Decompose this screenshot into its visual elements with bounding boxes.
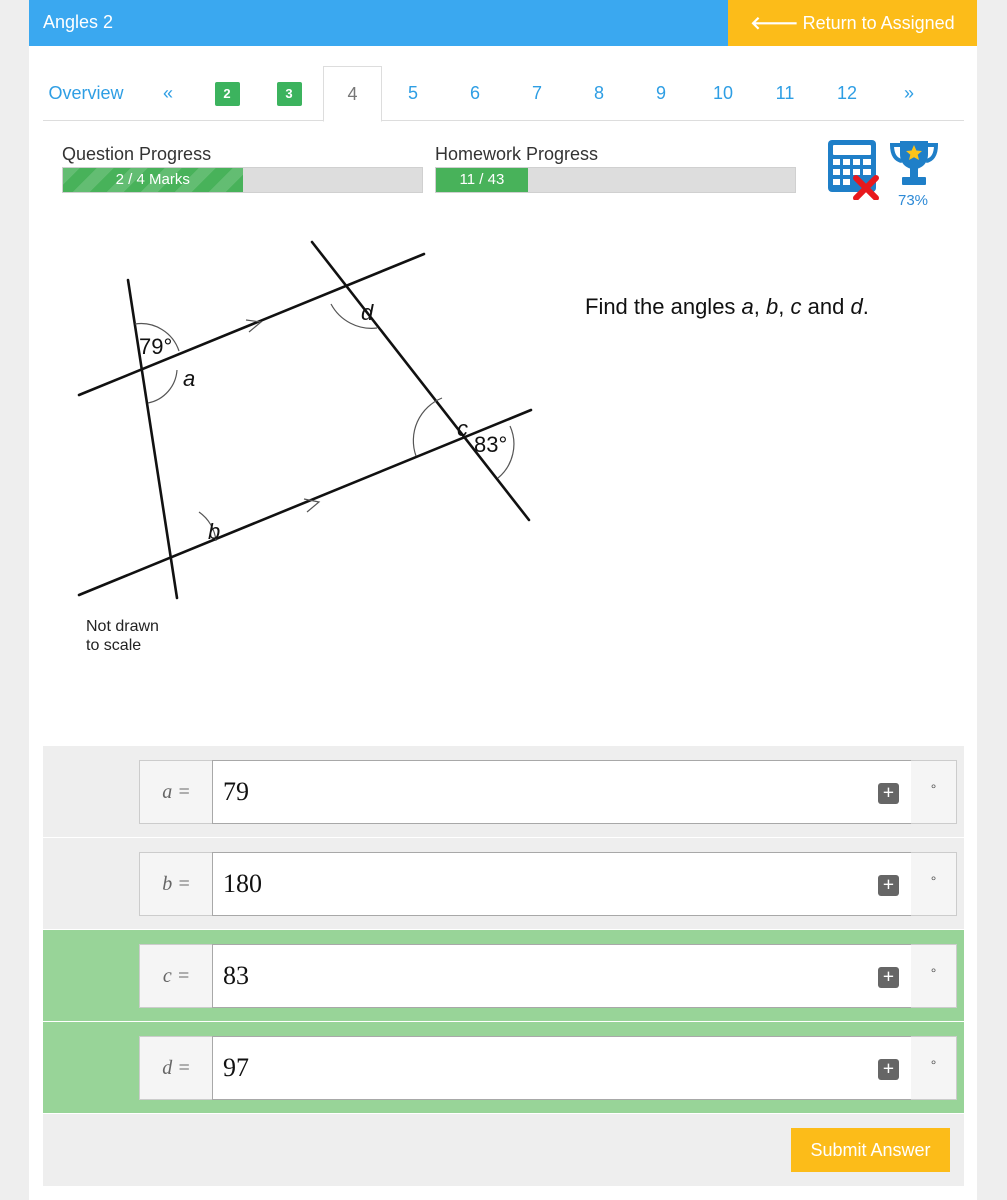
- question-end: .: [862, 294, 869, 319]
- tab-question-3[interactable]: [273, 66, 305, 121]
- note-line-1: Not drawn: [86, 618, 159, 635]
- answer-label-c: c =: [139, 944, 213, 1008]
- question-tabs: [43, 66, 964, 121]
- tab-question-6[interactable]: 6: [469, 83, 480, 103]
- tab-question-12[interactable]: 12: [836, 83, 858, 103]
- page-title: Angles 2: [43, 12, 114, 32]
- answer-value-a: 79: [223, 777, 249, 806]
- question-var-c: c: [790, 294, 802, 319]
- tab-question-2[interactable]: [211, 66, 243, 121]
- plus-icon[interactable]: +: [878, 875, 899, 896]
- angle-arc-a: [148, 370, 177, 403]
- question-progress-label: Question Progress: [62, 144, 212, 164]
- homework-progress-fill: 11 / 43: [436, 168, 528, 192]
- answer-label-a: a =: [139, 760, 213, 824]
- submit-area: [43, 1114, 964, 1186]
- completed-badge: 2: [215, 82, 240, 106]
- tab-question-11[interactable]: 11: [775, 83, 795, 103]
- arrow-left-icon: 🡐: [750, 13, 799, 33]
- angle-label-c: c: [457, 416, 468, 441]
- tab-question-5[interactable]: 5: [407, 83, 418, 103]
- answer-label-b: b =: [139, 852, 213, 916]
- tab-previous[interactable]: «: [162, 83, 173, 103]
- question-progress-bar: [62, 167, 423, 193]
- angle-label-b: b: [208, 519, 221, 544]
- return-label: Return to Assigned Work: [802, 13, 955, 79]
- question-sep-1: ,: [753, 294, 767, 319]
- answer-row-a: [43, 746, 964, 837]
- answer-input-d[interactable]: [212, 1036, 912, 1100]
- tab-overview[interactable]: Overview: [48, 83, 124, 103]
- angle-label-a: a: [183, 366, 196, 391]
- homework-progress-bar: [435, 167, 796, 193]
- top-bar: [29, 0, 977, 79]
- tab-question-10[interactable]: 10: [712, 83, 734, 103]
- tab-question-4[interactable]: 4: [323, 66, 382, 122]
- note-line-2: to scale: [86, 637, 142, 654]
- answer-unit-d: °: [911, 1036, 957, 1100]
- question-var-a: a: [741, 294, 754, 319]
- homework-progress-label: Homework Progress: [435, 144, 599, 164]
- tab-next[interactable]: »: [903, 83, 914, 103]
- question-and: and: [801, 294, 851, 319]
- answer-unit-b: °: [911, 852, 957, 916]
- answer-row-c: [43, 930, 964, 1021]
- tab-question-9[interactable]: 9: [655, 83, 666, 103]
- angle-label-d: d: [361, 300, 374, 325]
- page: [29, 0, 977, 1200]
- score-percent: 73%: [897, 192, 929, 209]
- tab-question-8[interactable]: 8: [593, 83, 604, 103]
- question-sep-2: ,: [778, 294, 791, 319]
- submit-answer-button[interactable]: Submit Answer: [791, 1128, 950, 1172]
- answer-input-c[interactable]: [212, 944, 912, 1008]
- diagram-line-left-transversal: [128, 280, 177, 598]
- answer-value-b: 180: [223, 869, 262, 898]
- angle-label-79: 79°: [139, 334, 173, 359]
- answer-row-d: [43, 1022, 964, 1113]
- question-var-d: d: [850, 294, 863, 319]
- answer-input-a[interactable]: [212, 760, 912, 824]
- completed-badge: 3: [277, 82, 302, 106]
- question-text: [585, 294, 869, 320]
- question-prefix: Find the angles: [585, 294, 742, 319]
- answer-input-b[interactable]: [212, 852, 912, 916]
- question-progress-fill: 2 / 4 Marks: [63, 168, 243, 192]
- return-to-assigned-work-button[interactable]: [728, 0, 977, 79]
- calculator-disallowed-icon: [826, 138, 882, 200]
- answer-unit-a: °: [911, 760, 957, 824]
- plus-icon[interactable]: +: [878, 967, 899, 988]
- answer-unit-c: °: [911, 944, 957, 1008]
- plus-icon[interactable]: +: [878, 1059, 899, 1080]
- question-var-b: b: [766, 294, 779, 319]
- angles-diagram: [75, 228, 545, 608]
- plus-icon[interactable]: +: [878, 783, 899, 804]
- answer-row-b: [43, 838, 964, 929]
- diagram-line-right-transversal: [312, 242, 529, 520]
- answer-label-d: d =: [139, 1036, 213, 1100]
- not-to-scale-note: [86, 617, 159, 655]
- tab-question-7[interactable]: 7: [531, 83, 542, 103]
- trophy-icon: [888, 138, 940, 188]
- answer-value-d: 97: [223, 1053, 249, 1082]
- angle-label-83: 83°: [474, 432, 508, 457]
- answer-value-c: 83: [223, 961, 249, 990]
